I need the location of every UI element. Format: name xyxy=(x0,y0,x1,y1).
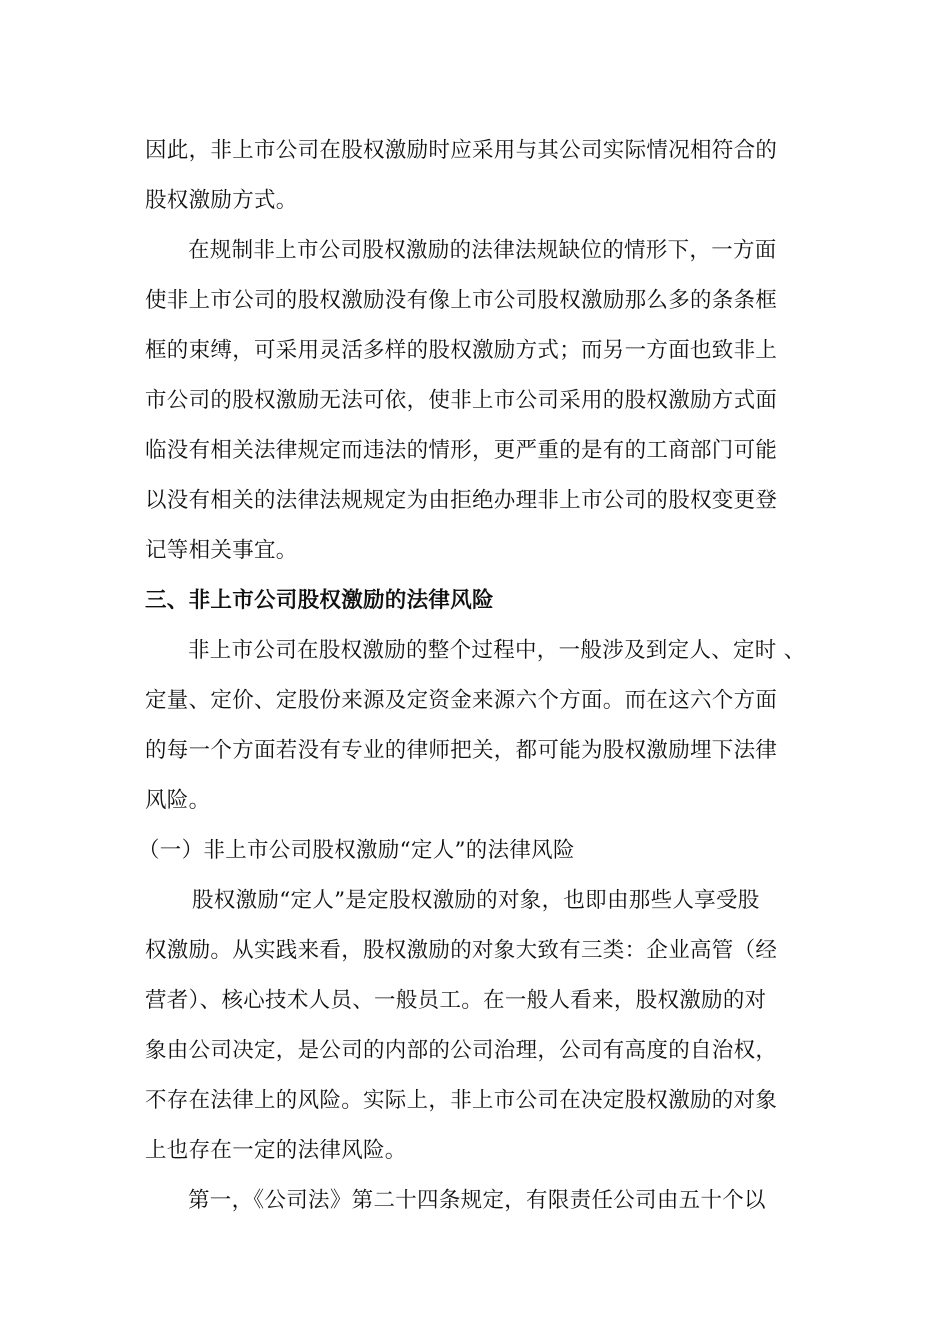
paragraph-first-line: 股权激励“定人”是定股权激励的对象，也即由那些人享受股 xyxy=(192,888,760,913)
body-text-line: 的每一个方面若没有专业的律师把关，都可能为股权激励埋下法律 xyxy=(145,738,778,763)
body-text-line: 因此，非上市公司在股权激励时应采用与其公司实际情况相符合的 xyxy=(145,138,778,163)
body-text-line: 记等相关事宜。 xyxy=(145,538,298,563)
body-text-line: 营者）、核心技术人员、一般员工。在一般人看来，股权激励的对 xyxy=(145,988,767,1013)
body-text-line: 以没有相关的法律法规规定为由拒绝办理非上市公司的股权变更登 xyxy=(145,488,778,513)
body-text-line: 风险。 xyxy=(145,788,211,813)
body-text-line: 使非上市公司的股权激励没有像上市公司股权激励那么多的条条框 xyxy=(145,288,778,313)
body-text-line: 市公司的股权激励无法可依，使非上市公司采用的股权激励方式面 xyxy=(145,388,778,413)
paragraph-first-line: 非上市公司在股权激励的整个过程中，一般涉及到定人、定时 、 xyxy=(188,638,806,663)
body-text-line: 象由公司决定，是公司的内部的公司治理，公司有高度的自治权， xyxy=(145,1038,778,1063)
subsection-heading: （一）非上市公司股权激励“定人”的法律风险 xyxy=(138,838,575,863)
section-heading: 三、非上市公司股权激励的法律风险 xyxy=(145,588,494,613)
paragraph-first-line: 第一，《公司法》第二十四条规定，有限责任公司由五十个以 xyxy=(188,1188,766,1213)
paragraph-first-line: 在规制非上市公司股权激励的法律法规缺位的情形下，一方面 xyxy=(188,238,777,263)
body-text-line: 框的束缚，可采用灵活多样的股权激励方式；而另一方面也致非上 xyxy=(145,338,778,363)
body-text-line: 权激励。从实践来看，股权激励的对象大致有三类：企业高管（经 xyxy=(145,938,778,963)
body-text-line: 定量、定价、定股份来源及定资金来源六个方面。而在这六个方面 xyxy=(145,688,778,713)
body-text-line: 股权激励方式。 xyxy=(145,188,298,213)
body-text-line: 临没有相关法律规定而违法的情形，更严重的是有的工商部门可能 xyxy=(145,438,778,463)
body-text-line: 上也存在一定的法律风险。 xyxy=(145,1138,407,1163)
body-text-line: 不存在法律上的风险。实际上，非上市公司在决定股权激励的对象 xyxy=(145,1088,778,1113)
